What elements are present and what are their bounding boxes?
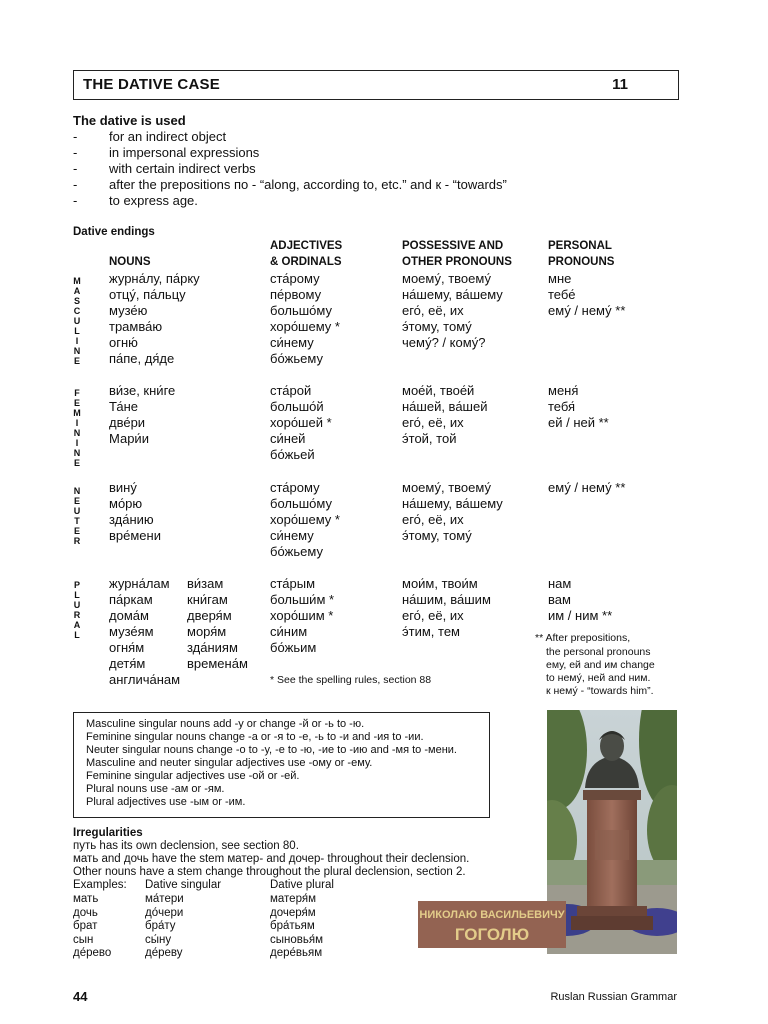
feminine-possessive: на́шей, ва́шей [402,399,488,414]
col-header-adjectives: ADJECTIVES [270,240,343,252]
plural-noun: огня́м [109,640,145,655]
irregularities-heading: Irregularities [73,827,143,839]
col-header-nouns: NOUNS [109,256,151,268]
label-masculine: M A S C U L I N E [73,276,81,366]
masculine-noun: отцу́, па́льцу [109,287,186,302]
feminine-adjective: большо́й [270,399,324,414]
neuter-possessive: моему́, твоему́ [402,480,491,495]
label-feminine: F E M I N I N E [73,388,81,468]
irregular-dative-singular: ма́тери [145,893,184,905]
feminine-personal: ей / ней ** [548,415,609,430]
irregular-word: де́рево [73,947,112,959]
feminine-adjective: си́ней [270,431,306,446]
irregularities-line: путь has its own declension, see section 80. [73,840,299,852]
plural-noun: детя́м [109,656,146,671]
masculine-possessive: на́шему, ва́шему [402,287,503,302]
plural-noun: па́ркам [109,592,153,607]
neuter-adjective: большо́му [270,496,332,511]
bullet-marker: - [73,129,78,144]
neuter-possessive: его́, её, их [402,512,464,527]
section-title-box [73,70,679,100]
footnote-line: ему, ей and им change [546,659,655,671]
irregularities-line: Other nouns have a stem change throughout the plural declension, section 2. [73,866,466,878]
masculine-adjective: хоро́шему * [270,319,340,334]
plural-noun: англича́нам [109,672,181,687]
neuter-noun: мо́рю [109,496,143,511]
neuter-noun: вину́ [109,480,137,495]
bullet-item: for an indirect object [109,129,227,144]
plural-noun: зда́ниям [187,640,238,655]
plural-noun: музе́ям [109,624,154,639]
book-title: Ruslan Russian Grammar [550,991,677,1003]
bullet-marker: - [73,145,78,160]
plural-noun: журна́лам [109,576,170,591]
col-header-other-pronouns: OTHER PRONOUNS [402,256,512,268]
col-header-pronouns: PRONOUNS [548,256,615,268]
feminine-noun: Мари́и [109,431,149,446]
irregular-dative-plural: бра́тьям [270,920,315,932]
col-dative-plural: Dative plural [270,879,334,891]
feminine-possessive: мое́й, твое́й [402,383,475,398]
neuter-personal: ему́ / нему́ ** [548,480,626,495]
footnote-line: к нему́ - “towards him”. [546,685,654,697]
examples-label: Examples: [73,879,127,891]
neuter-possessive: на́шему, ва́шему [402,496,503,511]
masculine-adjective: си́нему [270,335,314,350]
footnote-star: * See the spelling rules, section 88 [270,674,432,686]
bullet-marker: - [73,177,78,192]
rule-line: Plural adjectives use -ым or -им. [86,796,246,808]
rule-line: Plural nouns use -ам or -ям. [86,783,225,795]
masculine-noun: па́пе, дя́де [109,351,175,366]
neuter-adjective: ста́рому [270,480,320,495]
masculine-possessive: его́, её, их [402,303,464,318]
masculine-adjective: большо́му [270,303,332,318]
irregular-dative-plural: сыновья́м [270,933,323,946]
bullet-marker: - [73,193,78,208]
col-header-possessive: POSSESSIVE AND [402,240,504,252]
masculine-noun: трамва́ю [109,319,163,334]
plural-noun: кни́гам [187,592,228,607]
masculine-personal: мне [548,271,572,286]
feminine-adjective: бо́жьей [270,447,315,462]
irregular-word: сын [73,933,94,946]
masculine-adjective: пе́рвому [270,287,322,302]
section-title: THE DATIVE CASE [83,76,220,93]
page-number: 44 [73,989,88,1004]
plural-noun: дверя́м [187,608,232,623]
plural-noun: моря́м [187,624,227,639]
col-header-ordinals: & ORDINALS [270,256,342,268]
bullet-item: after the prepositions по - “along, according to, etc.” and к - “towards” [109,177,507,192]
section-number: 11 [612,76,628,93]
feminine-adjective: хоро́шей * [270,415,332,430]
rule-line: Feminine singular adjectives use -ой or -ей. [86,770,300,782]
col-header-personal: PERSONAL [548,240,612,252]
masculine-possessive: моему́, твоему́ [402,271,491,286]
masculine-noun: журна́лу, па́рку [109,271,200,286]
plural-adjective: си́ним [270,624,308,639]
rule-line: Masculine and neuter singular adjectives use -ому or -ему. [86,757,373,769]
masculine-noun: музе́ю [109,303,148,318]
bullet-item: to express age. [109,193,198,208]
masculine-possessive: чему́? / кому́? [402,335,486,350]
plural-possessive: э́тим, тем [402,624,460,639]
bullet-item: with certain indirect verbs [109,161,256,176]
plural-noun: времена́м [187,656,248,671]
label-neuter: N E U T E R [73,486,81,546]
rule-line: Feminine singular nouns change -а or -я to -е, -ь to -и and -ия to -ии. [86,731,424,743]
irregularities-line: мать and дочь have the stem матер- and дочер- throughout their declension. [73,853,470,865]
footnote-line: ** After prepositions, [535,632,631,644]
plural-noun: ви́зам [187,576,224,591]
irregular-dative-plural: матеря́м [270,893,316,905]
irregular-dative-plural: дере́вьям [270,947,323,959]
footnote-line: the personal pronouns [546,646,651,658]
plural-possessive: на́шим, ва́шим [402,592,491,607]
gogol-monument-photo [547,710,677,954]
col-dative-singular: Dative singular [145,879,222,891]
plaque-text-1: НИКОЛАЮ ВАСИЛЬЕВИЧУ [419,909,565,921]
rules-box [73,712,490,818]
irregular-word: мать [73,893,99,905]
plural-adjective: больши́м * [270,592,335,607]
irregular-word: брат [73,920,98,932]
plaque-image [418,901,566,948]
feminine-noun: Та́не [109,399,138,414]
feminine-personal: меня́ [548,383,579,398]
monument-plaque [418,901,566,948]
feminine-possessive: э́той, той [402,431,457,446]
irregular-dative-singular: до́чери [145,906,184,919]
plural-possessive: его́, её, их [402,608,464,623]
neuter-adjective: бо́жьему [270,544,323,559]
masculine-personal: тебе́ [548,287,576,302]
neuter-noun: зда́нию [109,512,154,527]
irregular-dative-plural: дочеря́м [270,906,316,919]
bullet-marker: - [73,161,78,176]
plural-noun: дома́м [109,608,149,623]
feminine-adjective: ста́рой [270,383,312,398]
footnote-line: to нему́, ней and ним. [546,672,651,684]
masculine-noun: огню́ [109,335,138,350]
masculine-personal: ему́ / нему́ ** [548,303,626,318]
feminine-possessive: его́, её, их [402,415,464,430]
intro-heading: The dative is used [73,113,186,128]
irregular-dative-singular: бра́ту [145,920,176,932]
neuter-noun: вре́мени [109,528,161,543]
endings-heading: Dative endings [73,226,155,238]
feminine-personal: тебя́ [548,399,576,414]
plural-possessive: мои́м, твои́м [402,576,478,591]
masculine-possessive: э́тому, тому́ [402,319,472,334]
feminine-noun: две́ри [109,415,146,430]
label-plural: P L U R A L [73,580,81,640]
feminine-noun: ви́зе, кни́ге [109,383,176,398]
plural-personal: им / ним ** [548,608,613,623]
monument-image [547,710,677,954]
neuter-adjective: хоро́шему * [270,512,340,527]
plural-personal: нам [548,576,572,591]
masculine-adjective: ста́рому [270,271,320,286]
plural-adjective: бо́жьим [270,640,317,655]
irregular-dative-singular: де́реву [145,947,183,959]
irregular-dative-singular: сы́ну [145,933,172,946]
plaque-text-2: ГОГОЛЮ [454,925,530,944]
bullet-item: in impersonal expressions [109,145,260,160]
plural-personal: вам [548,592,571,607]
plural-adjective: ста́рым [270,576,316,591]
plural-adjective: хоро́шим * [270,608,334,623]
irregular-word: дочь [73,906,98,919]
masculine-adjective: бо́жьему [270,351,323,366]
neuter-possessive: э́тому, тому́ [402,528,472,543]
rule-line: Masculine singular nouns add -у or change -й or -ь to -ю. [86,718,365,730]
rule-line: Neuter singular nouns change -о to -у, -е to -ю, -ие to -ию and -мя to -мени. [86,744,457,756]
neuter-adjective: си́нему [270,528,314,543]
